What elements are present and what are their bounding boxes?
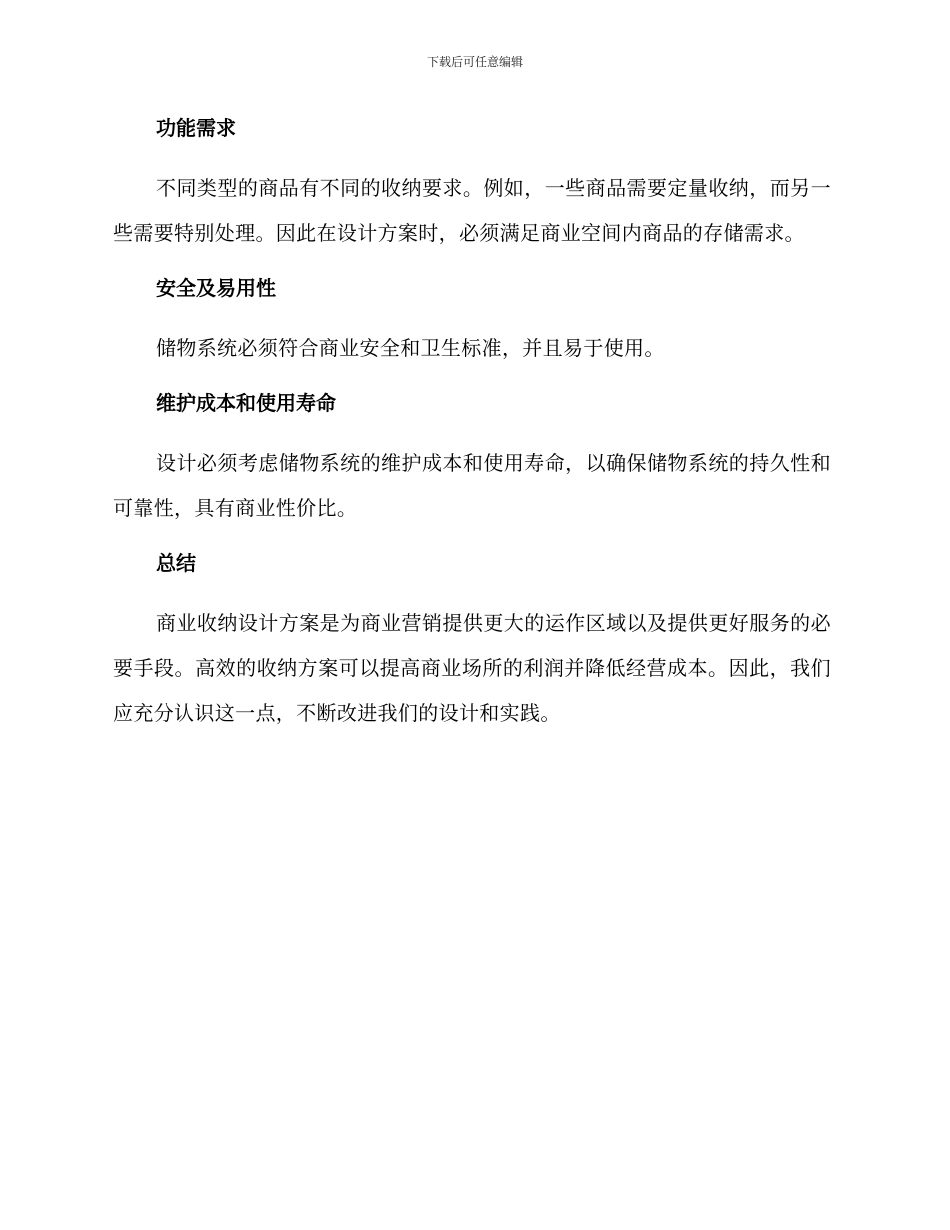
section-paragraph-summary: 商业收纳设计方案是为商业营销提供更大的运作区域以及提供更好服务的必要手段。高效的收纳方案可以提高商业场所的利润并降低经营成本。因此，我们应充分认识这一点，不断改进我们的设计和实践。 [113, 611, 831, 725]
section-paragraph-functional-requirements: 不同类型的商品有不同的收纳要求。例如，一些商品需要定量收纳，而另一些需要特别处理。因此在设计方案时，必须满足商业空间内商品的存储需求。 [113, 176, 831, 245]
section-paragraph-maintenance-lifespan: 设计必须考虑储物系统的维护成本和使用寿命，以确保储物系统的持久性和可靠性，具有商业性价比。 [113, 451, 831, 520]
section-heading-maintenance-lifespan: 维护成本和使用寿命 [156, 391, 336, 415]
page-header: 下载后可任意编辑 [426, 55, 523, 69]
section-heading-safety-usability: 安全及易用性 [156, 276, 276, 300]
section-paragraph-safety-usability: 储物系统必须符合商业安全和卫生标准，并且易于使用。 [156, 336, 665, 360]
section-heading-summary: 总结 [156, 551, 196, 575]
section-heading-functional-requirements: 功能需求 [156, 116, 236, 140]
document-body [113, 108, 831, 736]
